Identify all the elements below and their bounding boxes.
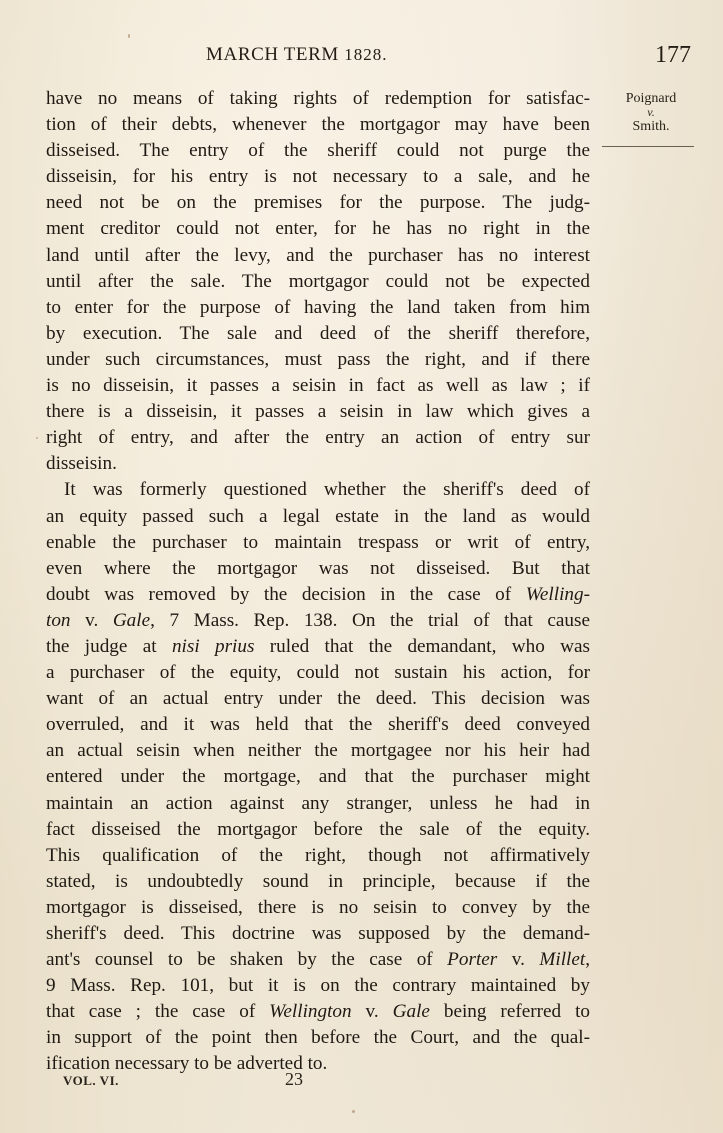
text-line: overruled, and it was held that the sheriff's deed conveyed — [46, 714, 590, 736]
text-fragment: doubt was removed by the decision in the case of — [46, 583, 526, 605]
text-line: disseisin, for his entry is not necessary to a sale, and he — [46, 166, 590, 188]
text-line: there is a disseisin, it passes a seisin in law which gives a — [46, 401, 590, 423]
text-line: stated, is undoubtedly sound in principle, because if the — [46, 870, 590, 892]
text-fragment: v. — [70, 609, 113, 631]
text-fragment: being referred to — [429, 1001, 590, 1023]
paper-speck — [36, 437, 38, 439]
case-name-italic: Porter — [447, 949, 498, 971]
text-line: want of an actual entry under the deed. This decision was — [46, 688, 590, 710]
printer-signature-mark: 23 — [285, 1069, 303, 1089]
body-text — [46, 86, 590, 1078]
case-name-italic: Welling- — [525, 583, 590, 605]
running-head-title: MARCH TERM — [206, 44, 339, 65]
text-line — [46, 634, 590, 660]
margin-divider — [602, 146, 694, 147]
text-line: This qualification of the right, though not affirmatively — [46, 844, 590, 866]
margin-plaintiff: Poignard — [625, 91, 677, 106]
text-line: sheriff's deed. This doctrine was supposed by the demand- — [46, 923, 590, 944]
text-line: until after the sale. The mortgagor could not be expected — [46, 270, 590, 292]
text-line: need not be on the premises for the purpose. The judg- — [46, 192, 590, 214]
text-line: a purchaser of the equity, could not sustain his action, for — [46, 662, 590, 684]
text-line: right of entry, and after the entry an action of entry sur — [46, 427, 590, 449]
text-line: entered under the mortgage, and that the purchaser might — [46, 766, 590, 788]
text-line: maintain an action against any stranger, unless he had in — [46, 792, 590, 814]
text-line: an equity passed such a legal estate in the land as would — [46, 505, 590, 527]
text-line — [46, 947, 590, 973]
text-line: in support of the point then before the Court, and the qual- — [46, 1027, 590, 1049]
running-head-year: 1828. — [344, 45, 388, 64]
volume-signature: VOL. VI. — [63, 1073, 119, 1088]
text-line: fact disseised the mortgagor before the sale of the equity. — [46, 818, 590, 840]
text-line: to enter for the purpose of having the land taken from him — [46, 296, 590, 318]
text-line: by execution. The sale and deed of the sheriff therefore, — [46, 322, 590, 344]
case-name-italic: Wellington — [269, 1001, 352, 1023]
text-line: an actual seisin when neither the mortgagee nor his heir had — [46, 740, 590, 762]
text-fragment: v. — [351, 1001, 393, 1023]
margin-versus: v. — [647, 105, 655, 119]
text-line: 9 Mass. Rep. 101, but it is on the contrary maintained by — [46, 975, 590, 997]
case-name-italic: Gale — [112, 609, 151, 631]
text-line: It was formerly questioned whether the sheriff's deed of — [64, 479, 590, 501]
text-line: is no disseisin, it passes a seisin in fact as well as law ; if — [46, 375, 590, 397]
text-line — [46, 582, 590, 608]
text-fragment: v. — [497, 949, 540, 971]
text-line — [46, 999, 590, 1025]
case-name-italic: Millet — [539, 949, 586, 971]
text-fragment: the judge at — [46, 635, 172, 657]
text-line: even where the mortgagor was not disseised. But that — [46, 557, 590, 579]
text-fragment: that case ; the case of — [46, 1001, 270, 1023]
text-line: land until after the levy, and the purchaser has no interest — [46, 244, 590, 266]
margin-case-note — [604, 90, 698, 135]
text-line: have no means of taking rights of redemption for satisfac- — [46, 88, 590, 109]
page-number: 177 — [655, 42, 691, 68]
case-name-italic: ton — [46, 609, 71, 631]
text-line: under such circumstances, must pass the right, and if there — [46, 348, 590, 370]
paper-speck — [352, 1110, 355, 1113]
running-head — [206, 44, 387, 66]
text-line — [46, 608, 590, 634]
text-line: disseisin. — [46, 453, 117, 475]
paragraph-2 — [46, 477, 590, 1077]
paper-speck — [128, 34, 130, 38]
text-line: tion of their debts, whenever the mortgagor may have been — [46, 114, 590, 136]
text-line: ification necessary to be adverted to. — [46, 1053, 328, 1075]
paragraph-1 — [46, 86, 590, 477]
text-fragment: ruled that the demandant, who was — [254, 635, 590, 657]
text-fragment: , 7 Mass. Rep. 138. On the trial of that cause — [150, 609, 590, 631]
text-line: mortgagor is disseised, there is no seisin to convey by the — [46, 896, 590, 918]
margin-defendant: Smith. — [632, 119, 670, 134]
text-line: ment creditor could not enter, for he has no right in the — [46, 218, 590, 240]
text-fragment: ant's counsel to be shaken by the case of — [46, 949, 448, 971]
text-fragment: , — [585, 949, 590, 971]
text-line: enable the purchaser to maintain trespass or writ of entry, — [46, 531, 590, 553]
latin-term-italic: nisi prius — [171, 635, 255, 657]
text-line: disseised. The entry of the sheriff could not purge the — [46, 140, 590, 162]
case-name-italic: Gale — [392, 1001, 430, 1023]
